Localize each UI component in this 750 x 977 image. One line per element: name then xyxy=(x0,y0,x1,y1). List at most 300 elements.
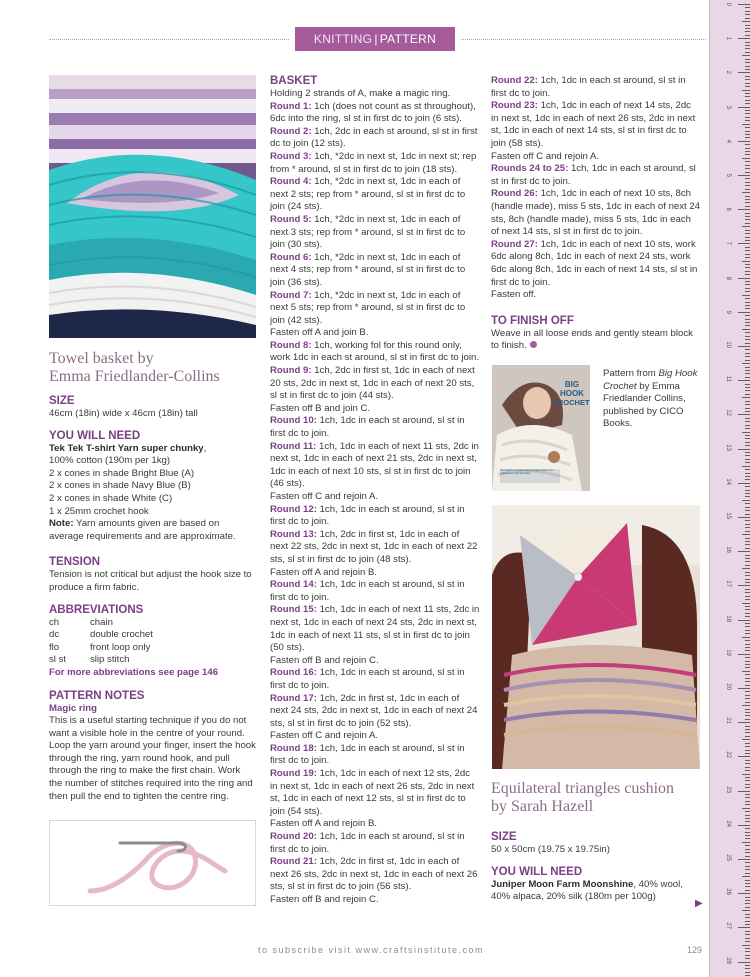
ruler-tick xyxy=(745,948,750,949)
ruler-number: 27 xyxy=(725,922,731,930)
ruler-number: 15 xyxy=(725,512,731,519)
round-instruction xyxy=(270,693,480,731)
ruler-tick xyxy=(745,900,750,901)
ruler-tick xyxy=(745,736,750,737)
ruler-tick xyxy=(745,462,750,463)
ruler-tick xyxy=(738,962,750,963)
fasten-instruction xyxy=(270,567,480,580)
ruler-number: 4 xyxy=(725,139,731,143)
round-text: Fasten off A and join B. xyxy=(270,327,369,339)
ruler-tick xyxy=(738,72,750,73)
ruler-tick xyxy=(742,500,750,501)
round-instruction xyxy=(270,252,480,290)
ruler-tick xyxy=(742,637,750,638)
round-text: 1ch, *2dc in next st, 1dc in next st; rep from * around, sl st in first dc to join (18 sts). xyxy=(270,150,477,175)
round-instruction xyxy=(491,239,701,289)
note xyxy=(49,518,256,543)
cushion-need-heading: YOU WILL NEED xyxy=(491,865,583,878)
round-text: Fasten off B and rejoin C. xyxy=(270,654,379,666)
ruler-tick xyxy=(745,661,750,662)
ruler-tick xyxy=(745,384,750,385)
ruler-tick xyxy=(745,678,750,679)
ruler-tick xyxy=(745,709,750,710)
ruler-tick xyxy=(745,907,750,908)
round-label: Round 4: xyxy=(270,176,312,188)
ruler-tick xyxy=(745,45,750,46)
ruler-tick xyxy=(745,596,750,597)
ruler-tick xyxy=(745,510,750,511)
ruler-tick xyxy=(745,732,750,733)
basket-title-line1: Towel basket by xyxy=(49,350,154,367)
ruler-tick xyxy=(742,261,750,262)
banner-separator: | xyxy=(374,32,378,46)
ruler-tick xyxy=(745,117,750,118)
ruler-tick xyxy=(745,575,750,576)
ruler-tick xyxy=(745,254,750,255)
ruler-tick xyxy=(745,609,750,610)
ruler-tick xyxy=(745,148,750,149)
ruler-tick xyxy=(745,914,750,915)
ruler-tick xyxy=(745,623,750,624)
round-instruction xyxy=(491,163,701,188)
round-label: Round 10: xyxy=(270,415,317,427)
round-label: Round 22: xyxy=(491,75,538,86)
ruler-tick xyxy=(745,917,750,918)
abbr-value: double crochet xyxy=(90,629,153,641)
round-text: 1ch, 1dc in each st around, sl st in first dc to join. xyxy=(270,579,465,603)
yarn-name: Tek Tek T-shirt Yarn super chunky xyxy=(49,442,204,454)
round-label: Round 6: xyxy=(270,251,312,263)
ruler-tick xyxy=(745,178,750,179)
towel-basket-photo xyxy=(49,75,256,338)
ruler-tick xyxy=(745,476,750,477)
round-instruction xyxy=(270,365,480,403)
ruler-number: 5 xyxy=(725,173,731,177)
abbr-key: flo xyxy=(49,641,60,653)
ruler-tick xyxy=(745,565,750,566)
ruler-tick xyxy=(738,654,750,655)
ruler-number: 11 xyxy=(725,375,731,383)
ruler-tick xyxy=(745,828,750,829)
ruler-tick xyxy=(745,753,750,754)
ruler-tick xyxy=(742,808,750,809)
ruler-tick xyxy=(745,541,750,542)
round-label: Round 21: xyxy=(270,856,317,868)
round-text: 1ch, 1dc in each of next 14 sts, 2dc in next st, 1dc in each of next 26 sts, 2dc in next st, 1dc in each of next 14 sts, sl st in first dc to join (58 sts). xyxy=(491,100,696,149)
round-instruction xyxy=(270,441,480,491)
ruler-tick xyxy=(742,842,750,843)
page-ruler xyxy=(709,0,750,977)
fasten-instruction xyxy=(270,403,480,416)
ruler-tick xyxy=(745,394,750,395)
end-bullet-icon xyxy=(530,341,537,348)
round-text: 1ch, 1dc in each st around, sl st in first dc to join. xyxy=(491,75,686,99)
ruler-tick xyxy=(745,418,750,419)
page-number: 129 xyxy=(687,945,703,955)
ruler-tick xyxy=(745,264,750,265)
ruler-tick xyxy=(745,322,750,323)
abbr-value: slip stitch xyxy=(90,654,130,666)
cushion-size-text: 50 x 50cm (19.75 x 19.75in) xyxy=(491,844,610,855)
ruler-tick xyxy=(745,845,750,846)
round-text: 1ch, 1dc in each st around, sl st in first dc to join. xyxy=(491,163,696,187)
round-text: 1ch, 2dc in first st, 1dc in each of next 20 sts, 2dc in next st, 1dc in each of next 20 sts, sl st in first dc to join (44 sts). xyxy=(270,365,475,402)
ruler-tick xyxy=(745,801,750,802)
ruler-tick xyxy=(742,705,750,706)
ruler-tick xyxy=(745,144,750,145)
round-text: 1ch, working fol for this round only, work 1dc in each st around, sl st in first dc to join. xyxy=(270,339,480,364)
ruler-tick xyxy=(738,893,750,894)
ruler-tick xyxy=(745,616,750,617)
ruler-tick xyxy=(745,869,750,870)
ruler-tick xyxy=(745,527,750,528)
ruler-tick xyxy=(745,343,750,344)
round-label: Round 11: xyxy=(270,440,317,452)
ruler-tick xyxy=(745,48,750,49)
tension-text: Tension is not critical but adjust the hook size to produce a firm fabric. xyxy=(49,569,252,593)
round-text: 1ch, 1dc in each st around, sl st in first dc to join. xyxy=(270,742,465,767)
book-cover xyxy=(492,365,590,491)
ruler-tick xyxy=(745,763,750,764)
ruler-tick xyxy=(745,199,750,200)
ruler-tick xyxy=(745,216,750,217)
magic-ring-heading: Magic ring xyxy=(49,702,97,714)
cushion-yarn xyxy=(491,879,701,904)
ruler-tick xyxy=(738,278,750,279)
more-abbreviations-link[interactable]: For more abbreviations see page 146 xyxy=(49,666,219,678)
ruler-tick xyxy=(745,664,750,665)
ruler-tick xyxy=(745,421,750,422)
ruler-tick xyxy=(745,42,750,43)
round-label: Round 15: xyxy=(270,604,317,616)
round-label: Round 19: xyxy=(270,768,317,780)
round-instruction xyxy=(270,667,480,692)
fasten-instruction xyxy=(270,491,480,504)
round-instruction xyxy=(270,214,480,252)
round-instruction xyxy=(270,743,480,768)
ruler-tick xyxy=(745,555,750,556)
ruler-tick xyxy=(745,746,750,747)
ruler-tick xyxy=(745,849,750,850)
cushion-title-line2: by Sarah Hazell xyxy=(491,798,594,815)
ruler-tick xyxy=(745,271,750,272)
note-text: Yarn amounts given are based on average requirements and are approximate. xyxy=(49,518,236,542)
ruler-tick xyxy=(745,100,750,101)
ruler-tick xyxy=(745,787,750,788)
right-column xyxy=(491,75,701,353)
ruler-tick xyxy=(745,811,750,812)
ruler-tick xyxy=(745,339,750,340)
ruler-tick xyxy=(745,185,750,186)
ruler-tick xyxy=(745,69,750,70)
cushion-yarn-rest: , 40% wool, 40% alpaca, 20% silk (180m per 100g) xyxy=(491,878,683,903)
ruler-tick xyxy=(745,780,750,781)
ruler-number: 1 xyxy=(725,36,731,41)
round-instruction xyxy=(270,831,480,856)
round-instruction xyxy=(270,768,480,818)
ruler-tick xyxy=(745,154,750,155)
ruler-tick xyxy=(745,332,750,333)
ruler-tick xyxy=(745,196,750,197)
ruler-tick xyxy=(745,503,750,504)
round-label: Round 8: xyxy=(270,339,312,351)
round-label: Round 16: xyxy=(270,667,317,679)
finish-heading: TO FINISH OFF xyxy=(491,314,574,327)
ruler-tick xyxy=(745,818,750,819)
ruler-tick xyxy=(745,886,750,887)
ruler-tick xyxy=(745,168,750,169)
ruler-tick xyxy=(745,284,750,285)
ruler-tick xyxy=(738,620,750,621)
ruler-tick xyxy=(742,226,750,227)
ruler-tick xyxy=(745,213,750,214)
round-text: 1ch, 1dc in each st around, sl st in first dc to join. xyxy=(270,415,465,440)
ruler-tick xyxy=(745,469,750,470)
ruler-tick xyxy=(745,572,750,573)
basket-title xyxy=(49,350,256,386)
round-label: Round 7: xyxy=(270,289,312,301)
ruler-tick xyxy=(745,965,750,966)
ruler-tick xyxy=(745,592,750,593)
ruler-tick xyxy=(742,534,750,535)
ruler-tick xyxy=(745,626,750,627)
round-text: 1ch, *2dc in next st, 1dc in each of next 5 sts; rep from * around, sl st in first dc to join (42 sts). xyxy=(270,289,466,326)
ruler-tick xyxy=(745,28,750,29)
left-column xyxy=(49,350,256,803)
round-instruction xyxy=(270,126,480,151)
ruler-tick xyxy=(745,873,750,874)
ruler-tick xyxy=(745,582,750,583)
ruler-tick xyxy=(745,797,750,798)
ruler-tick xyxy=(742,945,750,946)
round-instruction xyxy=(270,101,480,126)
round-text: 1ch, 1dc in each st around, sl st in first dc to join. xyxy=(270,503,465,528)
ruler-tick xyxy=(745,274,750,275)
ruler-tick xyxy=(738,414,750,415)
middle-column xyxy=(270,75,480,907)
ruler-tick xyxy=(745,281,750,282)
ruler-tick xyxy=(745,968,750,969)
need-line: 100% cotton (190m per 1kg) xyxy=(49,455,171,467)
ruler-tick xyxy=(745,127,750,128)
round-text: Fasten off C and rejoin A. xyxy=(270,730,379,742)
subscribe-footer: to subscribe visit www.craftsinstitute.com xyxy=(258,945,485,955)
ruler-number: 19 xyxy=(725,649,731,656)
ruler-number: 14 xyxy=(725,478,731,485)
ruler-tick xyxy=(745,59,750,60)
ruler-tick xyxy=(738,449,750,450)
ruler-tick xyxy=(745,883,750,884)
banner-title: PATTERN INSTRUCTIONS xyxy=(328,32,437,70)
ruler-number: 9 xyxy=(725,310,731,314)
ruler-tick xyxy=(745,862,750,863)
ruler-tick xyxy=(745,387,750,388)
ruler-tick xyxy=(745,356,750,357)
ruler-tick xyxy=(745,11,750,12)
ruler-tick xyxy=(742,90,750,91)
ruler-tick xyxy=(745,880,750,881)
ruler-tick xyxy=(745,237,750,238)
ruler-tick xyxy=(745,931,750,932)
ruler-tick xyxy=(745,719,750,720)
finish-text xyxy=(491,328,701,353)
ruler-tick xyxy=(745,373,750,374)
ruler-tick xyxy=(745,726,750,727)
round-text: Fasten off C and rejoin A. xyxy=(270,491,379,502)
ruler-tick xyxy=(745,230,750,231)
ruler-tick xyxy=(745,161,750,162)
fasten-instruction xyxy=(270,818,480,831)
ruler-tick xyxy=(745,650,750,651)
ruler-tick xyxy=(745,698,750,699)
round-instruction xyxy=(270,504,480,529)
ruler-number: 6 xyxy=(725,207,731,212)
ruler-tick xyxy=(745,558,750,559)
ruler-tick xyxy=(745,712,750,713)
ruler-tick xyxy=(745,219,750,220)
round-label: Round 9: xyxy=(270,365,312,377)
round-text: 1ch, *2dc in next st, 1dc in each of next 3 sts; rep from * around, sl st in first dc to join (30 sts). xyxy=(270,213,466,251)
ruler-tick xyxy=(745,319,750,320)
ruler-tick xyxy=(742,876,750,877)
ruler-tick xyxy=(745,325,750,326)
ruler-tick xyxy=(745,240,750,241)
round-label: Round 2: xyxy=(270,125,312,137)
ruler-tick xyxy=(745,315,750,316)
round-text: 1ch, 1dc in each of next 12 sts, 2dc in next st, 1dc in each of next 26 sts, 2dc in next st, 1dc in each of next 12 sts, sl st in first dc to join (54 sts). xyxy=(270,768,475,817)
round-text: 1ch, 2dc in first st, 1dc in each of next 26 sts, 2dc in next st, 1dc in each of next 26 sts, sl st in first dc to join (56 sts). xyxy=(270,856,478,893)
cover-title-big: BIG xyxy=(564,380,580,389)
round-instruction xyxy=(270,290,480,328)
ruler-number: 18 xyxy=(725,614,731,622)
round-instruction xyxy=(270,604,480,654)
abbr-value: front loop only xyxy=(90,641,151,653)
ruler-tick xyxy=(745,647,750,648)
ruler-tick xyxy=(745,750,750,751)
ruler-tick xyxy=(745,695,750,696)
need-line: 2 x cones in shade Bright Blue (A) xyxy=(49,467,195,479)
ruler-tick xyxy=(745,630,750,631)
ruler-tick xyxy=(738,4,750,5)
yarn-line xyxy=(49,443,256,456)
ruler-tick xyxy=(738,175,750,176)
ruler-tick xyxy=(745,250,750,251)
ruler-tick xyxy=(745,360,750,361)
ruler-tick xyxy=(745,804,750,805)
ruler-tick xyxy=(745,247,750,248)
ruler-number: 10 xyxy=(725,341,731,348)
round-instruction xyxy=(270,579,480,604)
cushion-illustration xyxy=(492,505,700,769)
round-text: 1ch, 1dc in each st around, sl st in first dc to join. xyxy=(270,831,465,855)
section-banner xyxy=(295,27,455,70)
ruler-tick xyxy=(742,192,750,193)
pattern-notes-heading: PATTERN NOTES xyxy=(49,689,145,702)
ruler-tick xyxy=(745,298,750,299)
ruler-number: 8 xyxy=(725,276,731,280)
ruler-tick xyxy=(745,390,750,391)
cover-title-hook: HOOK xyxy=(560,389,584,398)
ruler-number: 25 xyxy=(725,854,731,861)
ruler-tick xyxy=(745,134,750,135)
cover-title-crochet: CROCHET xyxy=(552,398,590,407)
fasten-instruction xyxy=(270,327,480,340)
round-instruction xyxy=(491,188,701,238)
ruler-tick xyxy=(745,941,750,942)
round-text: 1ch, 1dc in each of next 10 sts, 8ch (handle made), miss 5 sts, 1dc in each of next 24 sts, 8ch (handle made), miss 5 sts, 1dc in each of next 14 sts, sl st in first dc to join. xyxy=(491,188,701,238)
abbr-key: ch xyxy=(49,616,60,628)
yarn-comma: , xyxy=(203,442,207,454)
ruler-tick xyxy=(745,137,750,138)
finish-body: Weave in all loose ends and gently steam block to finish. xyxy=(491,327,693,352)
round-text: Fasten off. xyxy=(491,289,537,301)
ruler-tick xyxy=(745,31,750,32)
cushion-yarn-name: Juniper Moon Farm Moonshine xyxy=(491,878,634,890)
abbreviation-list xyxy=(49,617,256,667)
cushion-photo xyxy=(492,505,700,769)
ruler-tick xyxy=(738,346,750,347)
round-text: 1ch, 2dc in first st, 1dc in each of next 24 sts, 2dc in next st, 1dc in each of next 24 sts, sl st in first dc to join (52 sts). xyxy=(270,692,478,729)
round-instruction xyxy=(270,176,480,214)
ruler-tick xyxy=(745,302,750,303)
ruler-tick xyxy=(745,507,750,508)
ruler-tick xyxy=(738,551,750,552)
round-label: Round 26: xyxy=(491,188,538,200)
fasten-instruction xyxy=(270,655,480,668)
ruler-tick xyxy=(738,688,750,689)
ruler-tick xyxy=(745,479,750,480)
basket-title-line2: Emma Friedlander-Collins xyxy=(49,368,220,385)
ruler-number: 16 xyxy=(725,546,731,554)
ruler-tick xyxy=(745,493,750,494)
ruler-tick xyxy=(742,21,750,22)
ruler-tick xyxy=(745,852,750,853)
ruler-tick xyxy=(745,404,750,405)
ruler-tick xyxy=(745,486,750,487)
ruler-tick xyxy=(745,958,750,959)
ruler-tick xyxy=(745,524,750,525)
round-instruction xyxy=(491,100,701,150)
ruler-tick xyxy=(745,938,750,939)
ruler-tick xyxy=(745,975,750,976)
ruler-tick xyxy=(745,821,750,822)
ruler-number: 22 xyxy=(725,751,731,759)
ruler-tick xyxy=(745,767,750,768)
ruler-tick xyxy=(745,172,750,173)
ruler-tick xyxy=(738,107,750,108)
ruler-tick xyxy=(745,206,750,207)
magic-ring-text: This is a useful starting technique if you do not want a visible hole in the centre of your round. Loop the yarn around your finger, insert the hook through the ring, yarn round hook, and pull through the ring to make the first chain. Work the number of stitches required into the ring and then pull the end to tighten the centre ring. xyxy=(49,715,256,802)
ruler-tick xyxy=(745,794,750,795)
ruler-tick xyxy=(742,466,750,467)
ruler-tick xyxy=(745,691,750,692)
ruler-tick xyxy=(738,380,750,381)
ruler-tick xyxy=(745,579,750,580)
ruler-tick xyxy=(745,702,750,703)
need-heading: YOU WILL NEED xyxy=(49,429,141,442)
ruler-tick xyxy=(745,777,750,778)
magic-ring-diagram xyxy=(49,820,256,906)
ruler-tick xyxy=(745,223,750,224)
round-text: Fasten off A and rejoin B. xyxy=(270,566,378,578)
ruler-tick xyxy=(738,38,750,39)
basket-illustration xyxy=(49,75,256,338)
round-label: Round 5: xyxy=(270,213,312,225)
ruler-tick xyxy=(745,815,750,816)
ruler-tick xyxy=(738,927,750,928)
credit-suffix: by Emma Friedlander Collins, published by CICO Books. xyxy=(603,380,686,430)
round-text: Fasten off C and rejoin A. xyxy=(491,150,600,162)
